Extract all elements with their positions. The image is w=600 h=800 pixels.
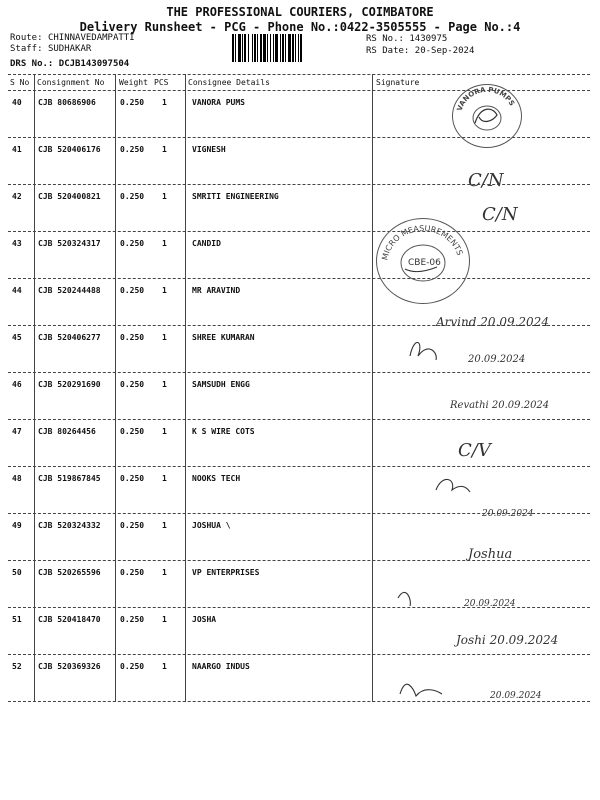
rs-no-line (366, 34, 447, 44)
row-consignment-no: CJB 520418470 (38, 615, 101, 624)
row-weight: 0.250 (120, 427, 145, 436)
row-sno: 43 (12, 239, 22, 248)
row-consignee: NOOKS TECH (192, 474, 241, 483)
row-weight: 0.250 (120, 239, 145, 248)
row-sno: 51 (12, 615, 22, 624)
row-sno: 45 (12, 333, 22, 342)
row-sno: 47 (12, 427, 22, 436)
row-weight: 0.250 (120, 286, 145, 295)
row-weight: 0.250 (120, 98, 145, 107)
row-consignee: SAMSUDH ENGG (192, 380, 250, 389)
rs-date-line (366, 46, 474, 56)
row-consignment-no: CJB 520324317 (38, 239, 101, 248)
row-sno: 48 (12, 474, 22, 483)
col-head-weight: Weight (119, 78, 148, 87)
signature-52: 20.09.2024 (490, 691, 542, 701)
row-consignee: SHREE KUMARAN (192, 333, 255, 342)
route-line (10, 33, 135, 43)
company-title: THE PROFESSIONAL COURIERS, COIMBATORE (166, 5, 434, 19)
row-consignment-no: CJB 519867845 (38, 474, 101, 483)
signature-50-scrawl (398, 592, 410, 606)
row-pcs: 1 (162, 568, 167, 577)
row-consignment-no: CJB 80686906 (38, 98, 96, 107)
signature-48: 20.09.2024 (482, 509, 534, 519)
runsheet-subtitle: Delivery Runsheet - PCG - Phone No.:0422-3505555 - Page No.:4 (79, 20, 521, 34)
row-pcs: 1 (162, 427, 167, 436)
row-consignment-no: CJB 520324332 (38, 521, 101, 530)
row-weight: 0.250 (120, 333, 145, 342)
row-pcs: 1 (162, 380, 167, 389)
barcode (232, 34, 360, 62)
row-sno: 46 (12, 380, 22, 389)
row-weight: 0.250 (120, 662, 145, 671)
row-pcs: 1 (162, 333, 167, 342)
row-consignee: K S WIRE COTS (192, 427, 255, 436)
row-consignment-no: CJB 520406176 (38, 145, 101, 154)
row-sno: 52 (12, 662, 22, 671)
row-consignee: NAARGO INDUS (192, 662, 250, 671)
signature-46: Revathi 20.09.2024 (450, 400, 550, 411)
row-consignment-no: CJB 520400821 (38, 192, 101, 201)
row-weight: 0.250 (120, 380, 145, 389)
rs-date-value: 20-Sep-2024 (414, 46, 475, 56)
col-head-consignment: Consignment No (37, 78, 105, 87)
row-consignment-no: CJB 520265596 (38, 568, 101, 577)
vanora-stamp-text: VANORA PUMPS (455, 85, 517, 112)
micro-stamp-center-text: CBE-06 (408, 258, 441, 268)
signature-51: Joshi 20.09.2024 (456, 633, 559, 647)
table-top-rule (8, 74, 590, 75)
row-sno: 44 (12, 286, 22, 295)
rs-no-value: 1430975 (409, 34, 448, 44)
row-consignee: MR ARAVIND (192, 286, 241, 295)
drs-line (10, 59, 129, 69)
row-pcs: 1 (162, 615, 167, 624)
row-sno: 42 (12, 192, 22, 201)
route-label: Route: (10, 33, 43, 43)
route-value: CHINNAVEDAMPATTI (47, 33, 135, 43)
row-sno: 40 (12, 98, 22, 107)
row-sno: 41 (12, 145, 22, 154)
signature-41: C/N (468, 170, 504, 191)
row-weight: 0.250 (120, 192, 145, 201)
row-pcs: 1 (162, 98, 167, 107)
col-head-pcs: PCS (154, 78, 169, 87)
row-consignment-no: CJB 80264456 (38, 427, 96, 436)
signature-47: C/V (458, 440, 491, 461)
row-consignment-no: CJB 520244488 (38, 286, 101, 295)
row-pcs: 1 (162, 192, 167, 201)
signature-44: Arvind 20.09.2024 (436, 315, 549, 329)
row-weight: 0.250 (120, 568, 145, 577)
col-head-sno: S No (10, 78, 30, 87)
row-consignee: CANDID (192, 239, 221, 248)
signature-49: Joshua (468, 547, 513, 562)
staff-value: SUDHAKAR (47, 44, 92, 54)
row-weight: 0.250 (120, 474, 145, 483)
row-consignment-no: CJB 520369326 (38, 662, 101, 671)
signature-52-scrawl (400, 684, 442, 696)
micro-stamp-ring-text: MICRO MEASUREMENTS (380, 223, 465, 262)
signatures-layer (372, 90, 592, 710)
row-consignee: JOSHA (192, 615, 217, 624)
row-weight: 0.250 (120, 521, 145, 530)
rs-date-label: RS Date: (366, 46, 410, 56)
row-pcs: 1 (162, 145, 167, 154)
barcode-bar (302, 34, 303, 62)
row-consignee: VANORA PUMS (192, 98, 245, 107)
signature-45-scrawl (410, 342, 436, 360)
drs-label: DRS No.: (10, 59, 54, 69)
row-pcs: 1 (162, 286, 167, 295)
col-head-signature: Signature (376, 78, 420, 87)
row-consignment-no: CJB 520291690 (38, 380, 101, 389)
row-consignee: VP ENTERPRISES (192, 568, 260, 577)
row-pcs: 1 (162, 239, 167, 248)
drs-value: DCJB143097504 (58, 59, 130, 69)
rs-no-label: RS No.: (366, 34, 404, 44)
row-consignee: JOSHUA \ (192, 521, 231, 530)
row-weight: 0.250 (120, 145, 145, 154)
row-pcs: 1 (162, 521, 167, 530)
signature-48-scrawl (436, 479, 470, 492)
row-pcs: 1 (162, 474, 167, 483)
row-consignee: SMRITI ENGINEERING (192, 192, 279, 201)
signature-50: 20.09.2024 (464, 599, 516, 609)
staff-line (10, 44, 91, 54)
col-head-consignee: Consignee Details (188, 78, 270, 87)
row-pcs: 1 (162, 662, 167, 671)
row-sno: 49 (12, 521, 22, 530)
staff-label: Staff: (10, 44, 43, 54)
row-consignment-no: CJB 520406277 (38, 333, 101, 342)
row-weight: 0.250 (120, 615, 145, 624)
signature-45: 20.09.2024 (468, 354, 526, 365)
row-consignee: VIGNESH (192, 145, 226, 154)
row-sno: 50 (12, 568, 22, 577)
signature-42: C/N (482, 204, 518, 225)
